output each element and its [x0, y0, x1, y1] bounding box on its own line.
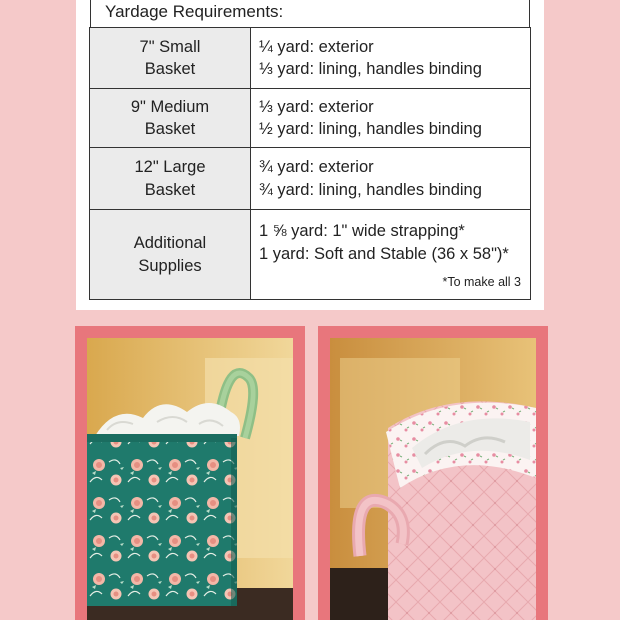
- table-row: [90, 89, 531, 148]
- photo-frame-left: [75, 326, 305, 620]
- row-value: [251, 28, 531, 89]
- value-line: ½ yard: lining, handles binding: [259, 120, 482, 138]
- row-value: [251, 210, 531, 300]
- row-label: [90, 148, 251, 210]
- table-row: [90, 148, 531, 210]
- value-line: 1 yard: Soft and Stable (36 x 58")*: [259, 244, 509, 263]
- label-line: Additional: [133, 234, 207, 252]
- teal-basket-illustration: [87, 338, 293, 620]
- photo-frame-right: [318, 326, 548, 620]
- value-line: ¼ yard: exterior: [259, 37, 374, 56]
- label-line: 9" Medium: [130, 97, 210, 116]
- label-line: Basket: [144, 180, 196, 199]
- table-row: [90, 210, 531, 300]
- label-line: 12" Large: [134, 158, 206, 176]
- value-line: ¾ yard: exterior: [259, 158, 374, 176]
- basket-photo-pink: [330, 338, 536, 620]
- row-value: [251, 148, 531, 210]
- value-line: ⅓ yard: exterior: [259, 97, 374, 116]
- label-line: Basket: [144, 60, 196, 78]
- yardage-table: [89, 27, 531, 300]
- label-line: Basket: [144, 120, 196, 138]
- label-line: Supplies: [138, 256, 202, 275]
- value-line: 1 ⅝ yard: 1" wide strapping*: [259, 222, 465, 240]
- row-value: [251, 89, 531, 148]
- row-label: [90, 28, 251, 89]
- yardage-card: [76, 0, 544, 310]
- value-line: ⅓ yard: lining, handles binding: [259, 60, 482, 78]
- yardage-title: Yardage Requirements:: [90, 0, 530, 27]
- row-label: [90, 210, 251, 300]
- value-line: ¾ yard: lining, handles binding: [259, 180, 482, 199]
- row-label: [90, 89, 251, 148]
- pink-basket-illustration: [330, 338, 536, 620]
- label-line: 7" Small: [139, 37, 201, 56]
- footnote: *To make all 3: [442, 275, 521, 289]
- table-row: [90, 28, 531, 89]
- basket-photo-teal: [87, 338, 293, 620]
